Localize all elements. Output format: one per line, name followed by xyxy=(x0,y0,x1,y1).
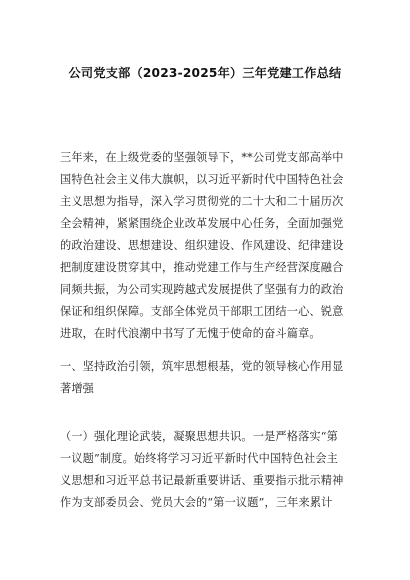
section-heading xyxy=(60,356,360,400)
intro-line: 进取，在时代浪潮中书写了无愧于使命的奋斗篇章。 xyxy=(60,327,321,340)
section-paragraph xyxy=(60,426,360,514)
section-para-line: 义思想和习近平总书记最新重要讲话、重要指示批示精神 xyxy=(60,474,344,487)
document-title: 公司党支部（2023-2025年）三年党建工作总结 xyxy=(68,66,342,80)
section-para-line: 作为支部委员会、党员大会的“第一议题”，三年来累计 xyxy=(60,496,333,509)
intro-line: 的政治建设、思想建设、组织建设、作风建设、纪律建设 xyxy=(60,239,344,252)
intro-paragraph xyxy=(60,147,360,345)
section-heading-line: 著增强 xyxy=(60,382,95,395)
intro-line: 保证和组织保障。支部全体党员干部职工团结一心、锐意 xyxy=(60,305,344,318)
section-heading-line: 一、坚持政治引领，筑牢思想根基，党的领导核心作用显 xyxy=(60,360,344,373)
section-para-line: 一议题”制度。始终将学习习近平新时代中国特色社会主 xyxy=(60,452,338,465)
intro-line: 把制度建设贯穿其中，推动党建工作与生产经营深度融合 xyxy=(60,261,344,274)
intro-line: 全会精神，紧紧围绕企业改革发展中心任务，全面加强党 xyxy=(60,217,344,230)
intro-line: 同频共振，为公司实现跨越式发展提供了坚强有力的政治 xyxy=(60,283,344,296)
intro-line: 国特色社会主义伟大旗帜，以习近平新时代中国特色社会 xyxy=(60,173,344,186)
intro-line: 三年来，在上级党委的坚强领导下，**公司党支部高举中 xyxy=(60,151,344,164)
section-para-line: （一）强化理论武装，凝聚思想共识。一是严格落实“第 xyxy=(60,430,338,443)
intro-line: 主义思想为指导，深入学习贯彻党的二十大和二十届历次 xyxy=(60,195,344,208)
